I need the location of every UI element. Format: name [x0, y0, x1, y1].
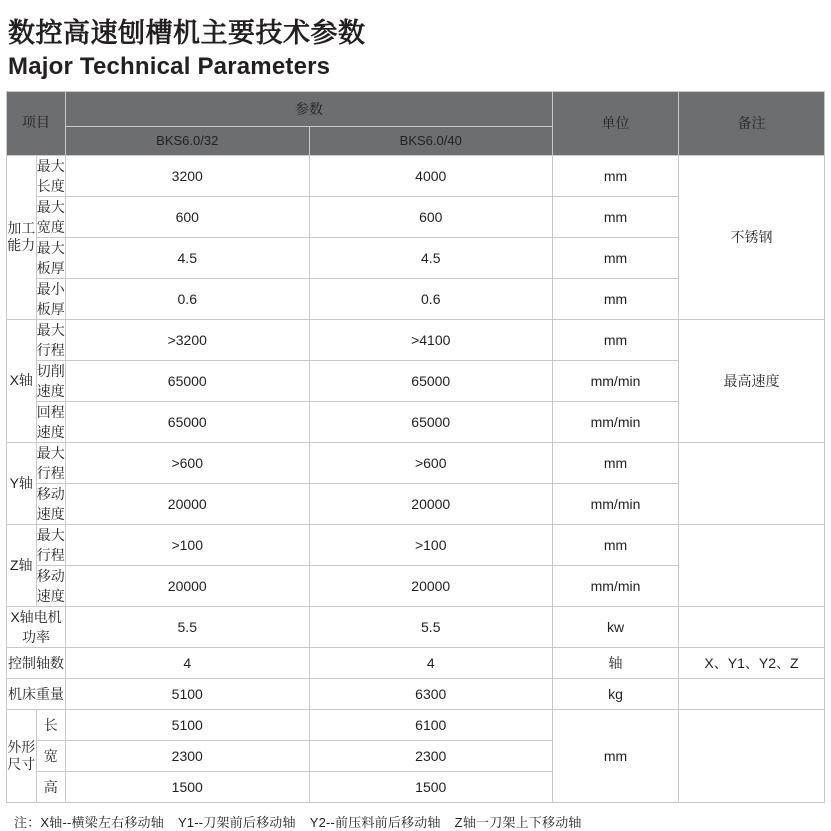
value-model-2: 6300: [309, 678, 553, 709]
unit-label: mm: [553, 524, 679, 565]
value-model-2: 0.6: [309, 278, 553, 319]
header-note: 备注: [679, 91, 825, 155]
table-header: [7, 91, 825, 155]
footnote-part-2: Y1--刀架前后移动轴: [177, 814, 296, 830]
footnote-prefix: 注：: [14, 814, 41, 830]
value-model-2: 2300: [309, 740, 553, 771]
note-z-axis: [679, 524, 825, 606]
unit-label: 轴: [553, 647, 679, 678]
note-y-axis: [679, 442, 825, 524]
rowgroup-label-z-axis: Z轴: [7, 524, 37, 606]
spec-sheet-page: [0, 18, 831, 830]
value-model-2: >600: [309, 442, 553, 483]
note-dimensions: [679, 709, 825, 802]
item-label: 最大板厚: [36, 237, 66, 278]
item-label: 移动速度: [36, 483, 66, 524]
header-unit: 单位: [553, 91, 679, 155]
value-model-2: >4100: [309, 319, 553, 360]
page-title-en: Major Technical Parameters: [8, 53, 331, 81]
value-model-1: 5100: [66, 678, 310, 709]
rowgroup-label-y-axis: Y轴: [7, 442, 37, 524]
value-model-2: 6100: [309, 709, 553, 740]
value-model-1: 65000: [66, 401, 310, 442]
unit-label: mm: [553, 155, 679, 196]
table-row: [7, 606, 825, 647]
value-model-2: >100: [309, 524, 553, 565]
value-model-2: 4.5: [309, 237, 553, 278]
value-model-2: 65000: [309, 401, 553, 442]
value-model-1: 2300: [66, 740, 310, 771]
item-label: 最大行程: [36, 442, 66, 483]
item-label: 最大行程: [36, 319, 66, 360]
value-model-1: 600: [66, 196, 310, 237]
page-title-cn: 数控高速刨槽机主要技术参数: [8, 18, 366, 48]
value-model-2: 4000: [309, 155, 553, 196]
table-row: [7, 709, 825, 740]
unit-label: kg: [553, 678, 679, 709]
value-model-1: 4.5: [66, 237, 310, 278]
table-row: [7, 678, 825, 709]
value-model-1: >100: [66, 524, 310, 565]
value-model-1: 1500: [66, 771, 310, 802]
table-body: [7, 155, 825, 802]
value-model-1: >3200: [66, 319, 310, 360]
note-cell: X、Y1、Y2、Z: [679, 647, 825, 678]
unit-label: mm/min: [553, 360, 679, 401]
rowgroup-label-dimensions: 外形尺寸: [7, 709, 37, 802]
table-row: [7, 524, 825, 565]
value-model-2: 20000: [309, 565, 553, 606]
table-row: [7, 319, 825, 360]
unit-label: mm/min: [553, 401, 679, 442]
note-cell: [679, 678, 825, 709]
item-label: 回程速度: [36, 401, 66, 442]
value-model-2: 1500: [309, 771, 553, 802]
rowgroup-label-x-axis: X轴: [7, 319, 37, 442]
value-model-1: 20000: [66, 565, 310, 606]
value-model-2: 5.5: [309, 606, 553, 647]
value-model-1: 65000: [66, 360, 310, 401]
unit-label: mm/min: [553, 483, 679, 524]
unit-label: mm: [553, 196, 679, 237]
item-label: 最大行程: [36, 524, 66, 565]
header-model-1: BKS6.0/32: [66, 126, 310, 155]
item-label: 高: [36, 771, 66, 802]
value-model-2: 600: [309, 196, 553, 237]
unit-label: mm: [553, 237, 679, 278]
item-label: 最小板厚: [36, 278, 66, 319]
table-row: [7, 442, 825, 483]
header-item: 项目: [7, 91, 66, 155]
unit-label: mm: [553, 442, 679, 483]
value-model-2: 4: [309, 647, 553, 678]
rowgroup-label-machining: 加工能力: [7, 155, 37, 319]
footnote-part-4: Z轴一刀架上下移动轴: [454, 814, 582, 830]
value-model-1: 0.6: [66, 278, 310, 319]
item-label: 移动速度: [36, 565, 66, 606]
table-row: [7, 155, 825, 196]
table-row: [7, 647, 825, 678]
item-label: 机床重量: [7, 678, 66, 709]
item-label: 最大宽度: [36, 196, 66, 237]
item-label: 最大长度: [36, 155, 66, 196]
header-model-2: BKS6.0/40: [309, 126, 553, 155]
item-label: 切削速度: [36, 360, 66, 401]
value-model-2: 65000: [309, 360, 553, 401]
table-header-row-1: [7, 91, 825, 126]
value-model-1: 5100: [66, 709, 310, 740]
unit-label: mm: [553, 278, 679, 319]
note-cell: [679, 606, 825, 647]
technical-parameters-table: [6, 91, 825, 803]
item-label: 宽: [36, 740, 66, 771]
unit-label: mm: [553, 709, 679, 802]
value-model-1: >600: [66, 442, 310, 483]
footnote-part-3: Y2--前压料前后移动轴: [309, 814, 441, 830]
value-model-1: 5.5: [66, 606, 310, 647]
value-model-1: 20000: [66, 483, 310, 524]
value-model-2: 20000: [309, 483, 553, 524]
footnote: [14, 812, 825, 831]
value-model-1: 4: [66, 647, 310, 678]
unit-label: mm/min: [553, 565, 679, 606]
item-label: X轴电机功率: [7, 606, 66, 647]
footnote-part-1: X轴--横梁左右移动轴: [40, 814, 164, 830]
header-params: 参数: [66, 91, 553, 126]
unit-label: mm: [553, 319, 679, 360]
note-machining: 不锈钢: [679, 155, 825, 319]
note-x-axis: 最高速度: [679, 319, 825, 442]
item-label: 控制轴数: [7, 647, 66, 678]
item-label: 长: [36, 709, 66, 740]
value-model-1: 3200: [66, 155, 310, 196]
unit-label: kw: [553, 606, 679, 647]
